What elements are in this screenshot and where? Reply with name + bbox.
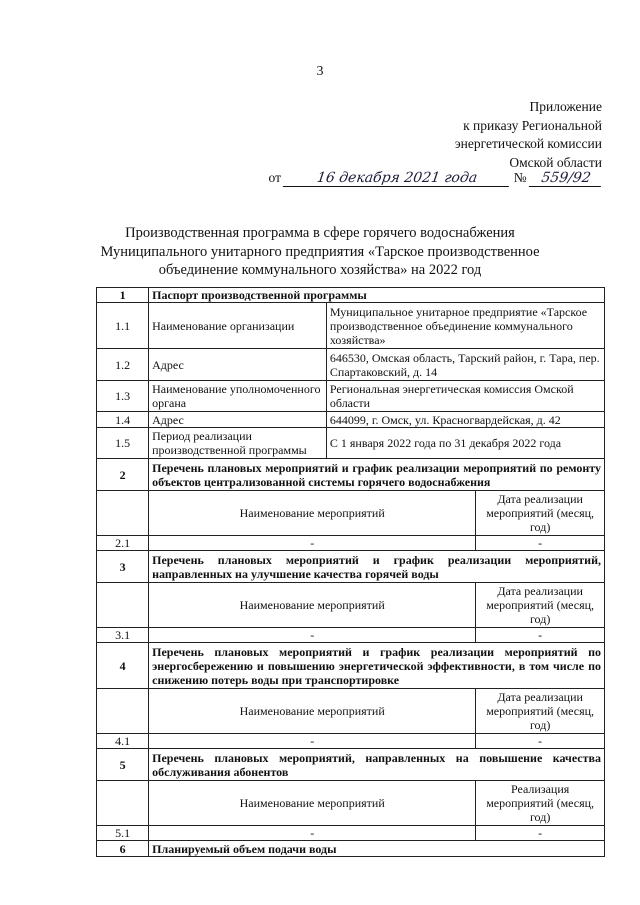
column-header-name: Наименование мероприятий: [149, 781, 476, 826]
section-3-header-row: [97, 551, 605, 583]
section-5-header-row: [97, 749, 605, 781]
title-line: объединение коммунального хозяйства» на 2022 год: [158, 262, 482, 278]
section-number: 6: [97, 841, 149, 857]
row-label: Адрес: [149, 412, 327, 428]
section-heading: Перечень плановых мероприятий и график реализации мероприятий, направленных на улучшение качества горячей воды: [149, 551, 605, 583]
column-header-date: Дата реализации мероприятий (месяц, год): [476, 583, 605, 628]
row-number: 1.2: [97, 349, 149, 381]
row-value: Региональная энергетическая комиссия Омской области: [326, 381, 604, 412]
order-number-label: №: [513, 170, 527, 185]
title-line: Производственная программа в сфере горячего водоснабжения: [125, 225, 515, 241]
row-number: 4.1: [97, 734, 149, 749]
document-title: [40, 224, 600, 280]
column-header-date: Реализация мероприятий (месяц, год): [476, 781, 605, 826]
section-heading: Перечень плановых мероприятий и график реализации мероприятий по энергосбережению и повышению энергетической эффективности, в том числе по снижению потерь воды при транспортировке: [149, 643, 605, 689]
row-label: Наименование организации: [149, 303, 327, 349]
table-row: [97, 628, 605, 643]
row-number: 1.1: [97, 303, 149, 349]
order-line: [269, 170, 603, 187]
section-1-header-row: [97, 288, 605, 303]
table-row: [97, 734, 605, 749]
column-header-name: Наименование мероприятий: [149, 689, 476, 734]
column-header-row: [97, 781, 605, 826]
appendix-block: [455, 98, 602, 172]
table-row: [97, 381, 605, 412]
section-heading: Планируемый объем подачи воды: [149, 841, 605, 857]
row-number: 1.3: [97, 381, 149, 412]
column-header-name: Наименование мероприятий: [149, 491, 476, 536]
section-number: 2: [97, 459, 149, 491]
row-value: -: [149, 734, 476, 749]
section-number: 1: [97, 288, 149, 303]
row-value: 646530, Омская область, Тарский район, г. Тара, пер. Спартаковский, д. 14: [326, 349, 604, 381]
row-value: С 1 января 2022 года по 31 декабря 2022 года: [326, 428, 604, 459]
order-from-label: от: [268, 170, 281, 185]
section-4-header-row: [97, 643, 605, 689]
row-value: -: [149, 628, 476, 643]
column-header-date: Дата реализации мероприятий (месяц, год): [476, 689, 605, 734]
section-2-header-row: [97, 459, 605, 491]
section-number: 5: [97, 749, 149, 781]
order-number-handwritten: 559/92: [529, 170, 603, 187]
section-heading: Перечень плановых мероприятий, направленных на повышение качества обслуживания абонентов: [149, 749, 605, 781]
row-value: -: [476, 536, 605, 551]
section-number: 4: [97, 643, 149, 689]
page-number: 3: [316, 64, 324, 79]
table-row: [97, 536, 605, 551]
column-header-date: Дата реализации мероприятий (месяц, год): [476, 491, 605, 536]
section-number: 3: [97, 551, 149, 583]
section-heading: Паспорт производственной программы: [149, 288, 605, 303]
table-row: [97, 428, 605, 459]
row-value: Муниципальное унитарное предприятие «Тарское производственное объединение коммунального хозяйства»: [326, 303, 604, 349]
column-header-row: [97, 583, 605, 628]
row-value: -: [476, 734, 605, 749]
row-value: -: [476, 628, 605, 643]
table-row: [97, 349, 605, 381]
appendix-line: энергетической комиссии: [454, 136, 602, 151]
appendix-line: Приложение: [529, 99, 602, 114]
row-number: 5.1: [97, 826, 149, 841]
row-label: Наименование уполномоченного органа: [149, 381, 327, 412]
table-row: [97, 412, 605, 428]
row-value: -: [149, 536, 476, 551]
column-header-row: [97, 689, 605, 734]
column-header-row: [97, 491, 605, 536]
row-value: 644099, г. Омск, ул. Красногвардейская, д. 42: [326, 412, 604, 428]
section-6-header-row: [97, 841, 605, 857]
row-number: 2.1: [97, 536, 149, 551]
row-number: 1.5: [97, 428, 149, 459]
row-value: -: [476, 826, 605, 841]
table-row: [97, 303, 605, 349]
title-line: Муниципального унитарного предприятия «Тарское производственное: [100, 243, 540, 260]
row-value: -: [149, 826, 476, 841]
order-date-handwritten: 16 декабря 2021 года: [283, 170, 511, 187]
table-row: [97, 826, 605, 841]
row-label: Адрес: [149, 349, 327, 381]
appendix-line: к приказу Региональной: [463, 117, 602, 133]
row-number: 3.1: [97, 628, 149, 643]
program-table: [96, 287, 605, 857]
column-header-name: Наименование мероприятий: [149, 583, 476, 628]
row-label: Период реализации производственной программы: [149, 428, 327, 459]
row-number: 1.4: [97, 412, 149, 428]
section-heading: Перечень плановых мероприятий и график реализации мероприятий по ремонту объектов централизованной системы горячего водоснабжения: [149, 459, 605, 491]
appendix-line: Омской области: [509, 154, 602, 170]
